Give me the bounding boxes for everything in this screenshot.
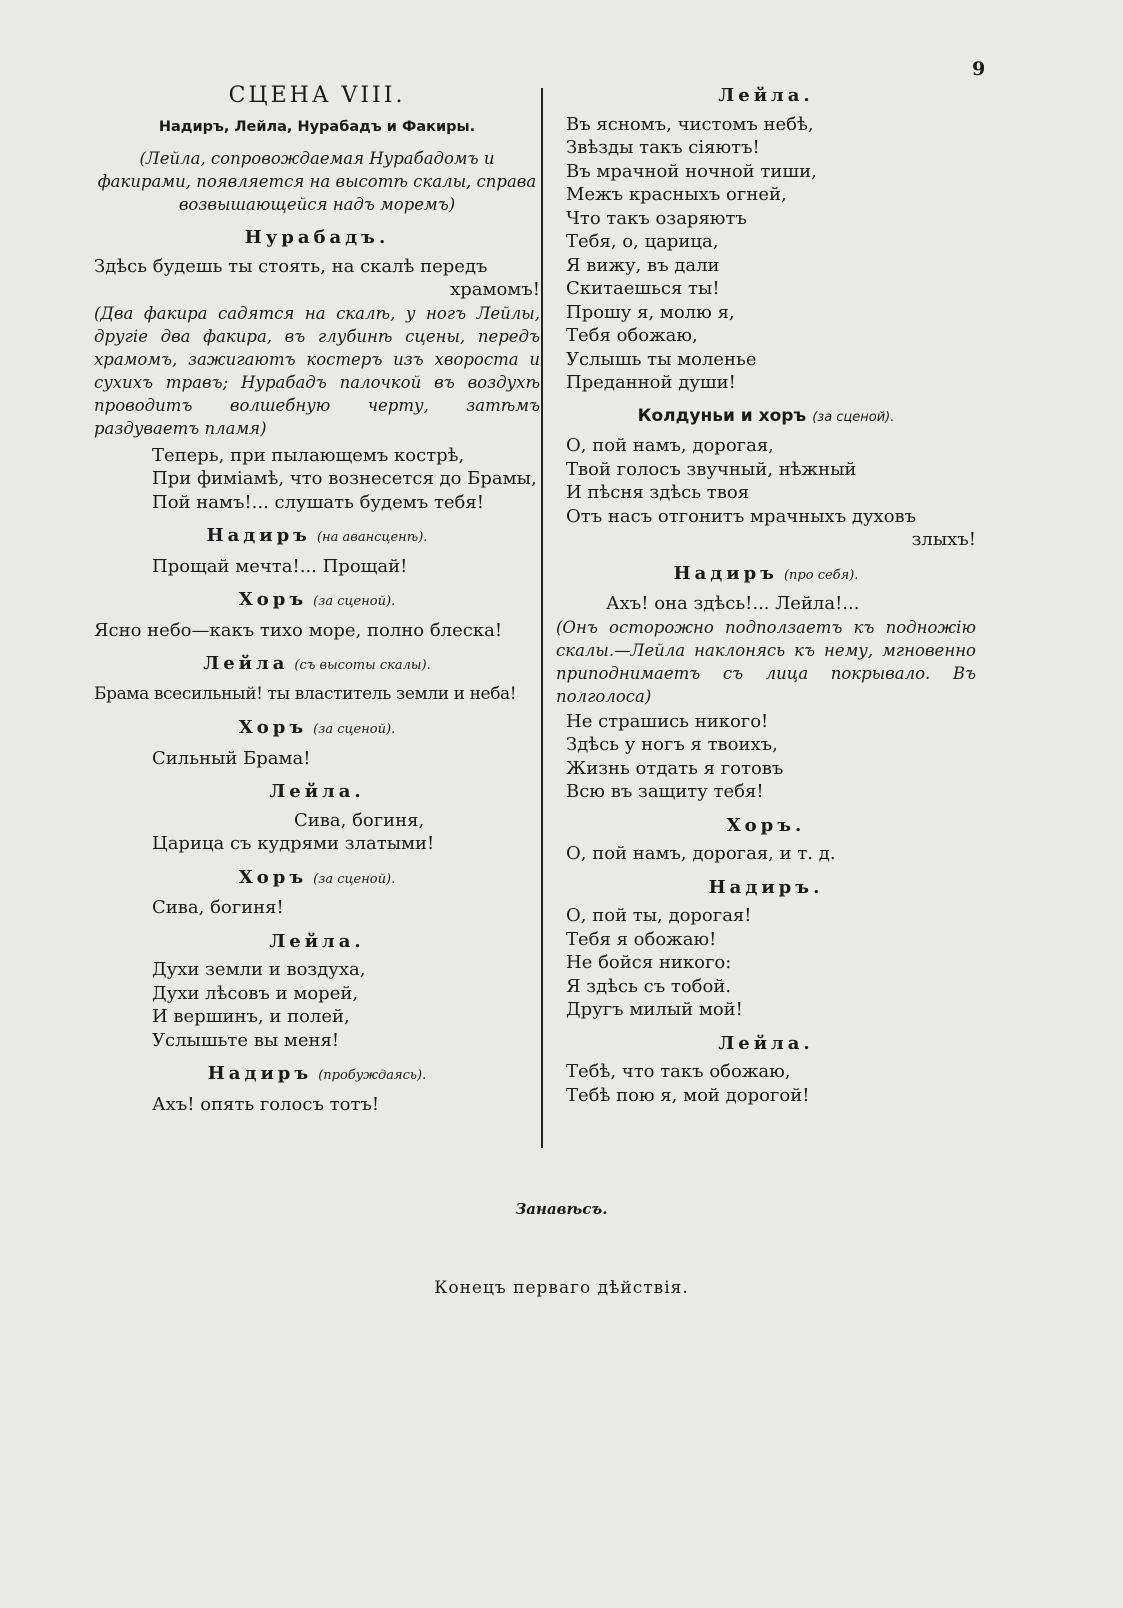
speaker-name: Колдуньи и хоръ [637, 405, 807, 426]
verse-line: Услышьте вы меня! [152, 1029, 340, 1051]
speaker-leila: Лейла. [269, 781, 365, 802]
end-of-act: Конецъ перваго дѣйствія. [434, 1278, 689, 1298]
verse-line: О, пой намъ, дорогая, и т. д. [566, 843, 836, 864]
verse-line: Жизнь отдать я готовъ [566, 757, 784, 779]
speaker-chorus [94, 866, 540, 892]
speaker-chorus: Хоръ. [726, 814, 806, 836]
verse-line: Тебя обожаю, [566, 325, 698, 346]
speaker-note: (на авансценѣ). [316, 530, 428, 545]
scene-title: СЦЕНА VIII. [228, 83, 406, 108]
verse-line: Не бойся никого: [566, 952, 732, 973]
verse-line: Тебя, о, царица, [566, 231, 719, 252]
speaker-note: (за сценой). [812, 409, 895, 425]
speaker-nadir [94, 1062, 540, 1088]
verse-line: Тебя я обожаю! [566, 928, 717, 950]
speaker-name: Надиръ [206, 525, 311, 546]
speaker-name: Надиръ [207, 1063, 313, 1084]
verse-line: Межъ красныхъ огней, [566, 184, 787, 205]
speaker-leila [94, 652, 540, 678]
verse-line: Сильный Брама! [152, 747, 311, 769]
speaker-name: Надиръ [673, 562, 778, 584]
verse-line: Прощай мечта!... Прощай! [152, 555, 408, 577]
speaker-chorus [94, 716, 540, 742]
verse-line: Теперь, при пылающемъ кострѣ, [152, 444, 465, 466]
speaker-witches-chorus [556, 405, 976, 430]
verse-line: Всю въ защиту тебя! [566, 781, 764, 802]
verse-line: Въ мрачной ночной тиши, [566, 160, 817, 182]
speaker-name: Хоръ [238, 717, 308, 738]
verse-line: храмомъ! [450, 279, 540, 300]
verse-line: Духи лѣсовъ и морей, [152, 982, 359, 1004]
verse-line: Что такъ озаряютъ [566, 207, 747, 229]
verse-line: Звѣзды такъ сіяютъ! [566, 137, 760, 158]
left-column [94, 80, 540, 1116]
stage-direction: (Лейла, сопровождаемая Нурабадомъ и факирами, появляется на высотѣ скалы, справа возвышающейся надъ моремъ) [97, 149, 537, 214]
leila-verse [556, 113, 976, 395]
verse-line: Скитаешься ты! [566, 278, 720, 299]
cast-list: Надиръ, Лейла, Нурабадъ и Факиры. [158, 118, 476, 135]
speaker-note: (за сценой). [313, 871, 396, 887]
speaker-nadir [94, 524, 540, 550]
speaker-leila: Лейла. [269, 930, 365, 952]
verse-line: Брама всесильный! ты властитель земли и неба! [94, 683, 517, 704]
verse-line: Царица съ кудрями златыми! [152, 833, 435, 854]
curtain-note: Занавѣсъ. [515, 1200, 608, 1218]
verse-line: О, пой ты, дорогая! [566, 905, 752, 926]
verse-line: Сива, богиня, [294, 809, 425, 831]
verse-line: Другъ милый мой! [566, 999, 743, 1020]
verse-line: Здѣсь у ногъ я твоихъ, [566, 734, 778, 755]
speaker-nadir [556, 562, 976, 588]
speaker-name: Хоръ [238, 589, 308, 610]
verse-line: злыхъ! [911, 529, 976, 550]
speaker-note: (пробуждаясь). [318, 1068, 427, 1083]
speaker-leila: Лейла. [718, 85, 814, 106]
verse-line: Я вижу, въ дали [566, 254, 720, 276]
verse-line: Прошу я, молю я, [566, 301, 735, 323]
verse-line: Ахъ! она здѣсь!... Лейла!... [606, 593, 860, 614]
verse-line: Тебѣ пою я, мой дорогой! [566, 1084, 810, 1106]
stage-direction: (Два факира садятся на скалѣ, у ногъ Лейлы, другіе два факира, въ глубинѣ сцены, передъ храмомъ, зажигаютъ костеръ изъ хвороста и сухихъ травъ; Нурабадъ палочкой въ воздухѣ проводитъ волшебную черту, затѣмъ раздуваетъ пламя) [94, 303, 540, 438]
stage-direction: (Онъ осторожно подползаетъ къ подножію скалы.—Лейла наклонясь къ нему, мгновенно приподнимаетъ съ лица покрывало. Въ полголоса) [556, 617, 976, 706]
verse-line: Тебѣ, что такъ обожаю, [566, 1061, 791, 1082]
verse-line: Ясно небо—какъ тихо море, полно блеска! [94, 619, 503, 641]
verse-line: Ахъ! опять голосъ тотъ! [152, 1093, 380, 1115]
speaker-name: Лейла [203, 653, 289, 674]
speaker-nadir: Надиръ. [708, 876, 824, 898]
speaker-note: (за сценой). [313, 722, 396, 737]
speaker-chorus [94, 588, 540, 614]
verse-line: Твой голосъ звучный, нѣжный [566, 458, 857, 480]
verse-line: Я здѣсь съ тобой. [566, 975, 732, 997]
column-divider [541, 88, 543, 1148]
verse-line: Отъ насъ отгонитъ мрачныхъ духовъ [566, 505, 917, 527]
speaker-name: Хоръ [238, 866, 308, 888]
verse-line: Сива, богиня! [152, 897, 284, 918]
verse-line: Не страшись никого! [566, 710, 769, 732]
verse-line: Пой намъ!... слушать будемъ тебя! [152, 491, 484, 513]
speaker-note: (за сценой). [313, 594, 396, 609]
page-number: 9 [972, 58, 986, 80]
verse-line: О, пой намъ, дорогая, [566, 435, 774, 456]
speaker-leila: Лейла. [718, 1032, 814, 1054]
verse-line: Въ ясномъ, чистомъ небѣ, [566, 113, 814, 135]
verse-line: Преданной души! [566, 372, 736, 393]
verse-line: Здѣсь будешь ты стоять, на скалѣ передъ [94, 255, 488, 277]
speaker-nurabad: Нурабадъ. [244, 227, 390, 248]
verse-line: Услышь ты моленье [566, 348, 757, 370]
verse-line: И вершинъ, и полей, [152, 1006, 350, 1027]
right-column [556, 80, 976, 1107]
speaker-note: (про себя). [783, 567, 859, 583]
verse-line: При фиміамѣ, что вознесется до Брамы, [152, 468, 537, 489]
verse-line: И пѣсня здѣсь твоя [566, 482, 750, 503]
speaker-note: (съ высоты скалы). [294, 658, 431, 673]
verse-line: Духи земли и воздуха, [152, 959, 366, 980]
